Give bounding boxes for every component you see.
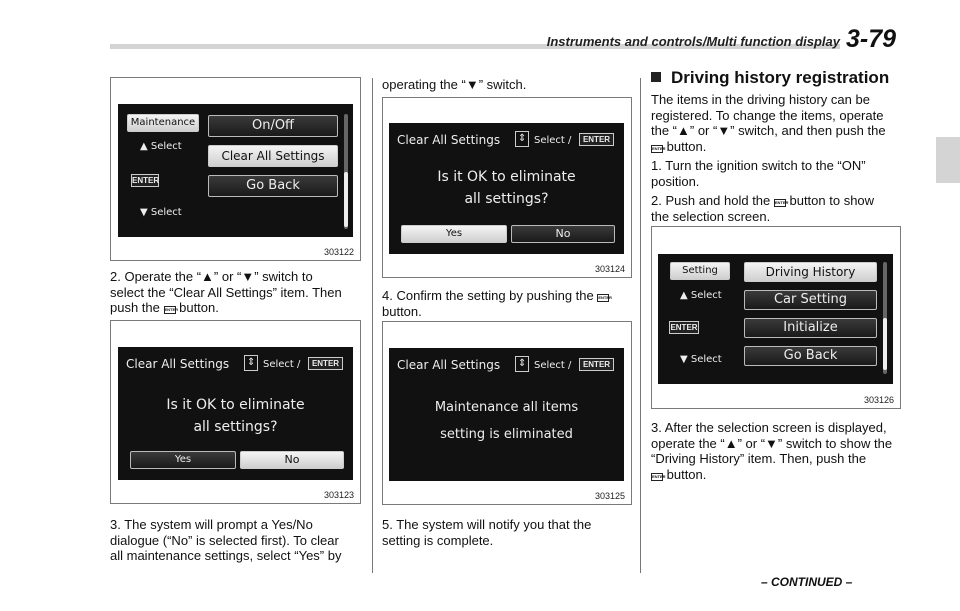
updown-icon: ⇕ [515,356,529,372]
enter-icon: ENTER [652,145,666,151]
menu-item-go-back: Go Back [744,346,877,366]
continued-label: – CONTINUED – [761,575,853,589]
select-up-label: ▲ Select [680,290,722,301]
display-screen [389,123,624,254]
no-option: No [511,225,615,243]
figure-303124 [382,97,632,278]
r-step-2-text: 2. Push and hold the ENTER button to show the selection screen. [651,193,875,224]
menu-title: Maintenance [127,114,199,132]
figure-303122 [110,77,361,261]
display-screen [118,104,353,237]
step-3-text: 3. The system will prompt a Yes/No dialogue (“No” is selected first). To clear all maintenance settings, select “Yes” by [110,517,342,563]
intro-text: The items in the driving history can be registered. To change the items, operate the “▲” or “▼” switch, and then push the ENTER button. [651,92,886,154]
select-down-label: ▼ Select [140,207,182,218]
select-up-label: ▲ Select [140,141,182,152]
menu-item-car-setting: Car Setting [744,290,877,310]
scrollbar [344,114,348,229]
figure-code: 303125 [594,491,625,501]
step-5-text: 5. The system will notify you that the setting is complete. [382,517,592,548]
figure-303123 [110,320,361,504]
section-title: Instruments and controls/Multi function display [546,34,840,49]
figure-code: 303126 [863,395,894,405]
select-label: Select / [534,135,572,146]
enter-icon: ENTER [652,473,666,479]
updown-icon: ⇕ [515,131,529,147]
column-divider [640,78,641,573]
display-screen [118,347,353,480]
dialog-title: Clear All Settings [397,358,501,372]
r-step-1-text: 1. Turn the ignition switch to the “ON” position. [651,158,866,189]
menu-item-driving-history: Driving History [744,262,877,282]
yes-option-selected: Yes [401,225,507,243]
figure-303125 [382,321,632,505]
scrollbar [883,262,887,374]
display-screen [389,348,624,481]
figure-303126 [651,226,901,409]
select-label: Select / [263,359,301,370]
enter-icon: ENTER [164,307,179,312]
select-down-label: ▼ Select [680,354,722,365]
message-line1: Maintenance all items [434,400,579,415]
step-3-continued: operating the “▼” switch. [382,77,527,92]
menu-item-go-back: Go Back [208,175,338,197]
enter-icon: ENTER [774,200,789,205]
figure-code: 303124 [594,264,625,274]
menu-item-clear-all-settings: Clear All Settings [208,145,338,167]
enter-icon: ENTER [598,295,612,300]
dialog-question-line1: Is it OK to eliminate [166,397,305,413]
step-4-text: 4. Confirm the setting by pushing the ENTER button. [382,288,612,319]
page-number: 3-79 [846,25,897,53]
updown-icon: ⇕ [244,355,258,371]
dialog-question-line2: all settings? [193,419,278,435]
no-option-selected: No [240,451,344,469]
dialog-question-line1: Is it OK to eliminate [437,169,576,185]
r-step-3-text: 3. After the selection screen is displayed, operate the “▲” or “▼” switch to show the “Driving History” item. Then, push the ENTER button. [651,420,893,482]
select-label: Select / [534,360,572,371]
display-screen [658,254,893,384]
message-line2: setting is eliminated [440,427,573,442]
enter-icon: ENTER [132,176,160,185]
dialog-title: Clear All Settings [397,133,501,147]
section-heading: Driving history registration [651,68,889,88]
dialog-title: Clear All Settings [126,357,230,371]
enter-icon: ENTER [579,133,614,146]
menu-title: Setting [670,262,730,280]
menu-item-initialize: Initialize [744,318,877,338]
yes-option: Yes [130,451,236,469]
square-bullet-icon [651,72,661,82]
menu-item-on-off: On/Off [208,115,338,137]
enter-icon: ENTER [308,357,343,370]
enter-icon: ENTER [670,323,698,332]
figure-code: 303122 [323,247,354,257]
figure-code: 303123 [323,490,354,500]
column-divider [372,78,373,573]
enter-icon: ENTER [579,358,614,371]
chapter-tab [936,137,960,183]
dialog-question-line2: all settings? [464,191,549,207]
step-2-text: 2. Operate the “▲” or “▼” switch to select the “Clear All Settings” item. Then push the ENTER button. [110,269,342,315]
